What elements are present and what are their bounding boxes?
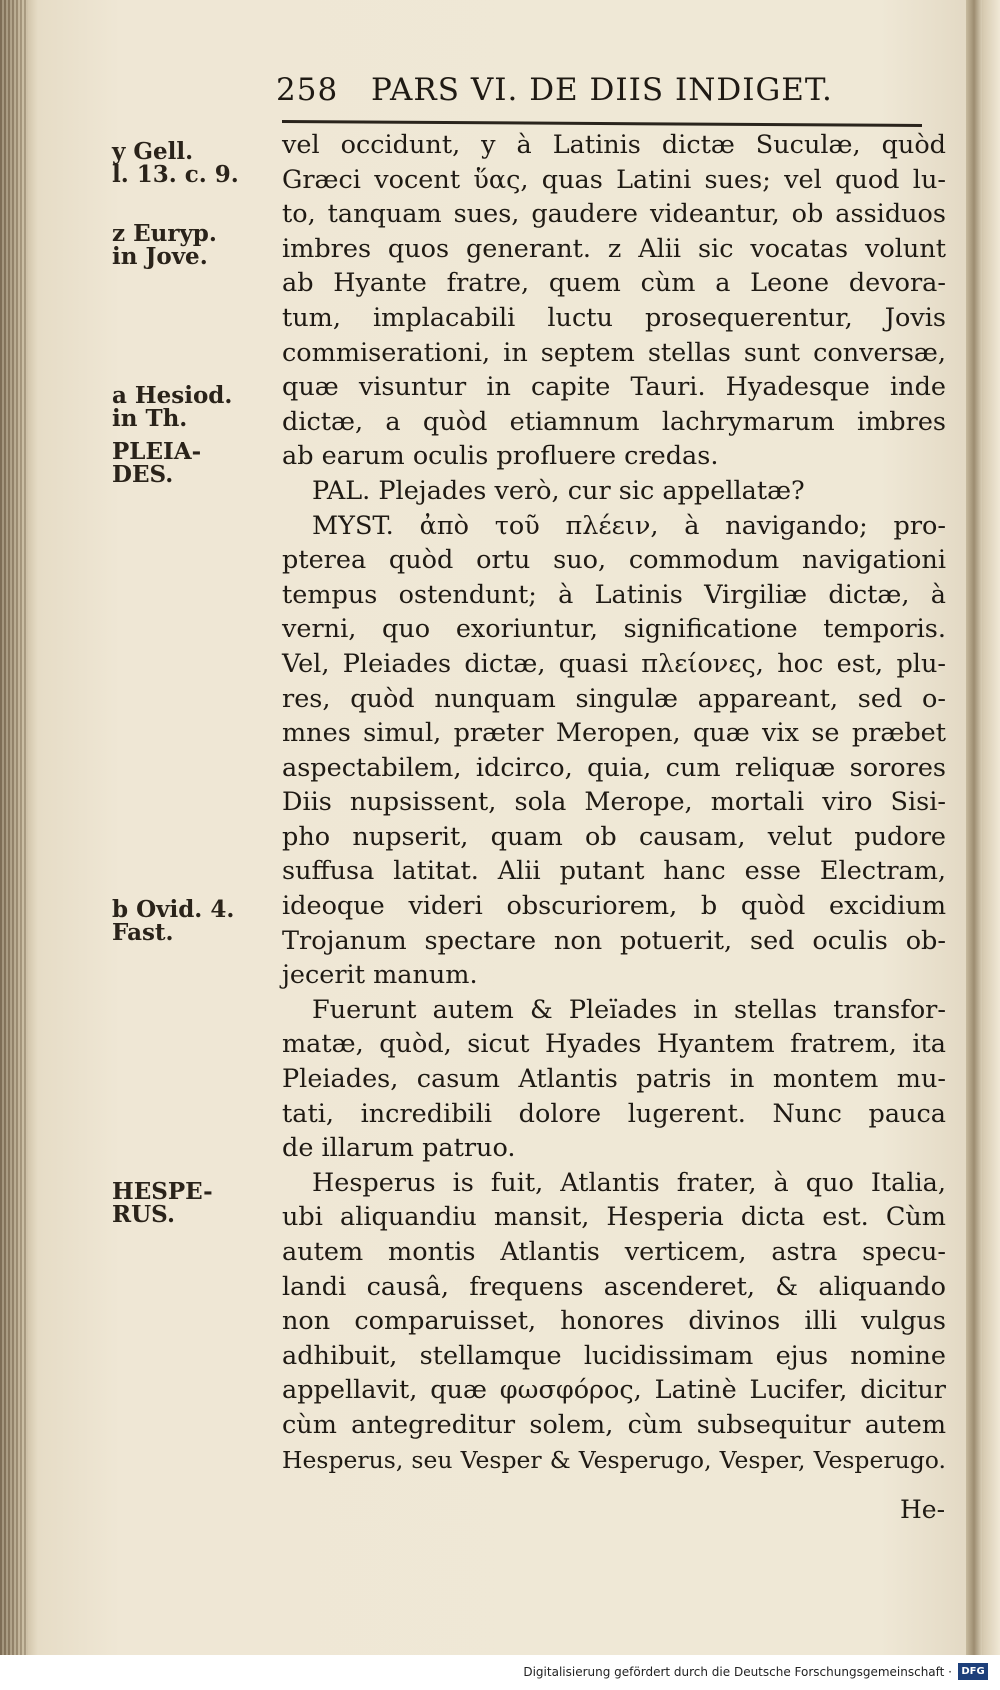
text-line: ab earum oculis profluere credas.	[282, 441, 719, 472]
text-line: commiserationi, in septem stellas sunt conversæ,	[282, 337, 946, 368]
text-line: Fuerunt autem & Pleïades in stellas transfor-	[312, 994, 946, 1025]
text-line: tempus ostendunt; à Latinis Virgiliæ dictæ, à	[282, 579, 946, 610]
text-line: Hesperus, seu Vesper & Vesperugo, Vesper, Vesperugo.	[282, 1445, 946, 1474]
margin-note-pleiades: PLEIA- DES.	[112, 438, 202, 488]
body-text	[282, 128, 946, 1477]
text-line: tati, incredibili dolore lugerent. Nunc pauca	[282, 1098, 946, 1129]
header-rule	[282, 120, 922, 127]
text-line: Pleiades, casum Atlantis patris in montem mu-	[282, 1064, 946, 1095]
margin-note-b: b Ovid. 4. Fast.	[112, 896, 235, 946]
text-line: de illarum patruo.	[282, 1133, 516, 1164]
text-line: PAL. Plejades verò, cur sic appellatæ?	[312, 475, 805, 506]
text-line: cùm antegreditur solem, cùm subsequitur autem	[282, 1409, 946, 1440]
margin-note-y: y Gell. l. 13. c. 9.	[112, 138, 239, 188]
margin-note-hesperus: HESPE- RUS.	[112, 1178, 213, 1228]
footer-credit: Digitalisierung gefördert durch die Deutsche Forschungsgemeinschaft ·	[523, 1665, 952, 1679]
text-line: ubi aliquandiu mansit, Hesperia dicta est. Cùm	[282, 1202, 946, 1233]
text-line: aspectabilem, idcirco, quia, cum reliquæ sorores	[282, 752, 946, 783]
text-line: adhibuit, stellamque lucidissimam ejus nomine	[282, 1340, 946, 1371]
page-number: 258	[276, 72, 339, 108]
text-line: non comparuisset, honores divinos illi vulgus	[282, 1306, 946, 1337]
text-line: ideoque videri obscuriorem, b quòd excidium	[282, 891, 946, 922]
text-line: to, tanquam sues, gaudere videantur, ob assiduos	[282, 199, 946, 230]
text-line: Diis nupsissent, sola Merope, mortali viro Sisi-	[282, 787, 946, 818]
text-line: imbres quos generant. z Alii sic vocatas volunt	[282, 233, 946, 264]
text-line: pterea quòd ortu suo, commodum navigationi	[282, 545, 946, 576]
running-header	[276, 72, 836, 108]
text-line: res, quòd nunquam singulæ appareant, sed o-	[282, 683, 946, 714]
text-line: autem montis Atlantis verticem, astra specu-	[282, 1237, 946, 1267]
text-line: Trojanum spectare non potuerit, sed oculis ob-	[282, 925, 946, 956]
text-line: landi causâ, frequens ascenderet, & aliquando	[282, 1271, 946, 1302]
margin-note-z: z Euryp. in Jove.	[112, 220, 217, 270]
text-line: vel occidunt, y à Latinis dictæ Suculæ, quòd	[282, 130, 946, 160]
text-line: suffusa latitat. Alii putant hanc esse Electram,	[282, 856, 946, 887]
text-line: mnes simul, præter Meropen, quæ vix se præbet	[282, 718, 946, 749]
text-line: Hesperus is fuit, Atlantis frater, à quo Italia,	[312, 1167, 946, 1198]
text-line: Vel, Pleiades dictæ, quasi πλείονες, hoc est, plu-	[282, 648, 946, 679]
catchword: He-	[900, 1495, 946, 1524]
text-line: ab Hyante fratre, quem cùm a Leone devora-	[282, 268, 946, 299]
footer-bar	[0, 1655, 1000, 1690]
text-line: verni, quo exoriuntur, significatione temporis.	[282, 614, 946, 645]
text-line: appellavit, quæ φωσφόρος, Latinè Lucifer, dicitur	[282, 1375, 946, 1406]
margin-note-a: a Hesiod. in Th.	[112, 382, 233, 432]
text-line: MYST. ἀπὸ τοῦ πλέειν, à navigando; pro-	[312, 510, 946, 541]
text-line: jecerit manum.	[282, 960, 478, 991]
dfg-logo-icon: DFG	[958, 1663, 988, 1680]
text-line: pho nupserit, quam ob causam, velut pudore	[282, 821, 946, 852]
text-line: quæ visuntur in capite Tauri. Hyadesque inde	[282, 372, 946, 403]
text-line: matæ, quòd, sicut Hyades Hyantem fratrem, ita	[282, 1029, 946, 1060]
text-line: Græci vocent ὕας, quas Latini sues; vel quod lu-	[282, 164, 946, 195]
text-line: dictæ, a quòd etiamnum lachrymarum imbres	[282, 406, 946, 437]
text-line: tum, implacabili luctu prosequerentur, Jovis	[282, 302, 946, 333]
running-title: PARS VI. DE DIIS INDIGET.	[371, 72, 833, 108]
